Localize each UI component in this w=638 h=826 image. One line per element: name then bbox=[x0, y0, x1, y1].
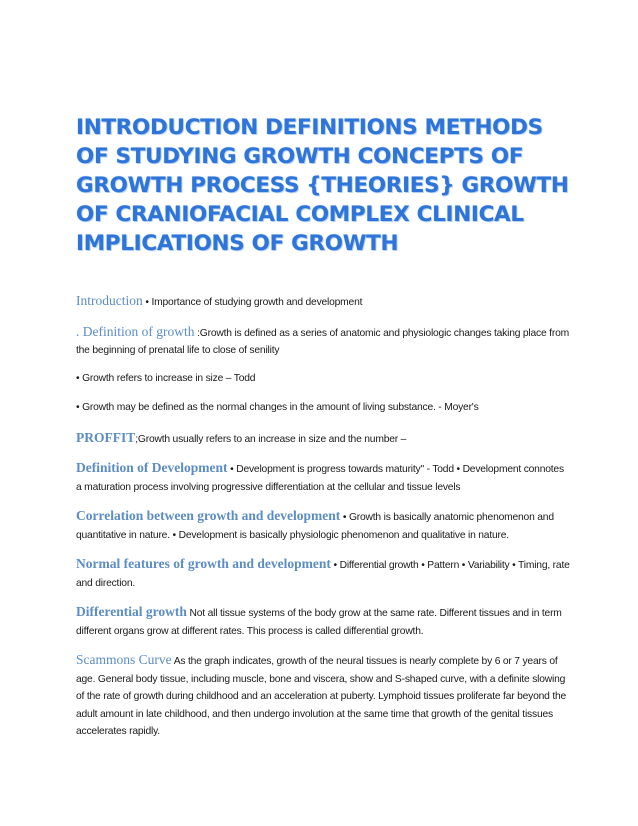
heading-definition-of-development: Definition of Development bbox=[76, 460, 228, 475]
paragraph-text: ;Growth usually refers to an increase in size and the number – bbox=[135, 433, 407, 445]
paragraph-proffit bbox=[76, 429, 572, 449]
document-title: INTRODUCTION DEFINITIONS METHODS OF STUDYING GROWTH CONCEPTS OF GROWTH PROCESS {THEORIES} GROWTH OF CRANIOFACIAL COMPLEX CLINICAL IMPLICATIONS OF GROWTH bbox=[76, 115, 569, 256]
heading-proffit: PROFFIT bbox=[76, 429, 136, 445]
paragraph-text: • Growth is basically anatomic phenomenon and quantitative in nature. • Development is basically physiologic phenomenon and qualitative in nature. bbox=[76, 512, 554, 541]
paragraph-text: As the graph indicates, growth of the neural tissues is nearly complete by 6 or 7 years of age. General body tissue, including muscle, bone and viscera, show and S-shaped curve, with a definite slowing of the rate of growth during childhood and an acceleration at puberty. Lymphoid tissues proliferate far beyond the adult amount in late childhood, and then undergo involution at the same time that growth of the genital tissues accelerates rapidly. bbox=[76, 656, 567, 737]
heading-differential-growth: Differential growth bbox=[76, 604, 187, 619]
paragraph-text: Not all tissue systems of the body grow at the same rate. Different tissues and in term different organs grow at different rates. This process is called differential growth. bbox=[76, 608, 562, 637]
heading-normal-features: Normal features of growth and development bbox=[76, 556, 331, 571]
heading-definition-of-growth: . Definition of growth bbox=[76, 323, 195, 339]
heading-correlation: Correlation between growth and development bbox=[76, 508, 341, 523]
paragraph-introduction bbox=[76, 292, 572, 312]
heading-introduction: Introduction bbox=[76, 293, 143, 308]
paragraph-definition-of-growth bbox=[76, 323, 572, 360]
paragraph-text: :Growth is defined as a series of anatomic and physiologic changes taking place from the beginning of prenatal life to close of senility bbox=[76, 327, 569, 356]
document-body bbox=[76, 292, 572, 741]
paragraph-text: • Development is progress towards maturity" - Todd • Development connotes a maturation process involving progressive differentiation at the cellular and tissue levels bbox=[76, 464, 564, 493]
paragraph-growth-todd bbox=[76, 370, 572, 388]
paragraph-text: • Growth refers to increase in size – Todd bbox=[76, 372, 256, 384]
paragraph-correlation bbox=[76, 507, 572, 544]
heading-scammons-curve: Scammons Curve bbox=[76, 652, 172, 667]
paragraph-scammons-curve bbox=[76, 651, 572, 741]
paragraph-growth-moyers bbox=[76, 399, 572, 417]
paragraph-differential-growth bbox=[76, 603, 572, 640]
paragraph-text: • Differential growth • Pattern • Variability • Timing, rate and direction. bbox=[76, 560, 570, 589]
paragraph-definition-of-development bbox=[76, 459, 572, 496]
paragraph-text: • Growth may be defined as the normal changes in the amount of living substance. - Moyer's bbox=[76, 402, 479, 413]
paragraph-normal-features bbox=[76, 555, 572, 592]
paragraph-text: • Importance of studying growth and development bbox=[142, 297, 363, 308]
